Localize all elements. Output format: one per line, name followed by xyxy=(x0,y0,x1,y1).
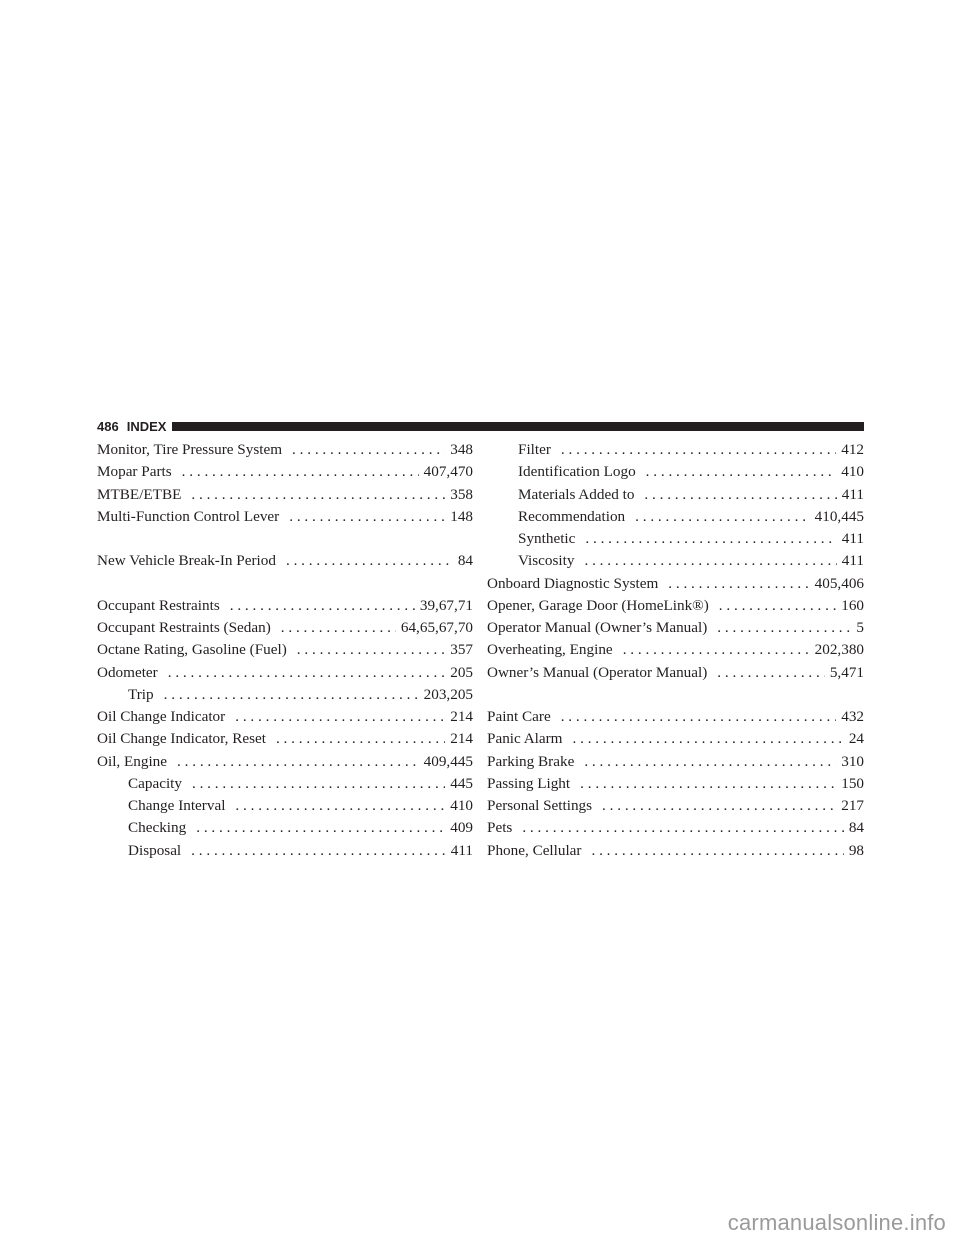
dot-leader xyxy=(289,508,445,526)
entry-pages: 214 xyxy=(450,730,473,748)
dot-leader xyxy=(573,730,844,748)
entry-term: Capacity xyxy=(128,774,182,792)
index-subentry xyxy=(487,463,864,485)
index-entry xyxy=(487,664,864,686)
entry-term: Onboard Diagnostic System xyxy=(487,574,659,592)
index-column-right xyxy=(487,441,864,864)
dot-leader xyxy=(584,552,836,570)
entry-term: MTBE/ETBE xyxy=(97,485,182,503)
index-entry xyxy=(97,508,473,530)
dot-leader xyxy=(235,797,445,815)
dot-leader xyxy=(561,441,836,459)
dot-leader xyxy=(522,819,843,837)
entry-pages: 412 xyxy=(841,441,864,458)
entry-term: Monitor, Tire Pressure System xyxy=(97,441,283,458)
entry-pages: 205 xyxy=(450,663,473,681)
index-entry xyxy=(487,842,864,864)
entry-pages: 160 xyxy=(841,596,864,614)
entry-pages: 411 xyxy=(841,552,864,570)
entry-term: Overheating, Engine xyxy=(487,641,613,659)
dot-leader xyxy=(168,664,445,682)
index-entry xyxy=(487,753,864,775)
entry-term: Odometer xyxy=(97,663,158,681)
dot-leader xyxy=(297,641,445,659)
dot-leader xyxy=(276,730,445,748)
entry-term: Filter xyxy=(518,441,551,458)
entry-pages: 84 xyxy=(457,552,473,570)
dot-leader xyxy=(585,530,836,548)
entry-pages: 405,406 xyxy=(814,574,864,592)
entry-term: Owner’s Manual (Operator Manual) xyxy=(487,663,708,681)
entry-pages: 217 xyxy=(841,797,864,814)
dot-leader xyxy=(623,641,810,659)
dot-leader xyxy=(646,463,837,481)
dot-leader xyxy=(635,508,810,526)
index-entry xyxy=(487,597,864,619)
dot-leader xyxy=(286,552,453,570)
entry-term: Occupant Restraints (Sedan) xyxy=(97,619,271,636)
entry-term: Identification Logo xyxy=(518,463,636,481)
index-entry xyxy=(97,708,473,730)
dot-leader xyxy=(668,575,809,593)
entry-spacer xyxy=(97,530,473,552)
entry-pages: 409 xyxy=(450,819,473,837)
index-entry xyxy=(97,753,473,775)
entry-term: Disposal xyxy=(128,841,182,859)
entry-spacer xyxy=(487,686,864,708)
entry-term: Synthetic xyxy=(518,530,576,547)
dot-leader xyxy=(281,619,396,637)
index-entry xyxy=(487,775,864,797)
dot-leader xyxy=(235,708,445,726)
index-subentry xyxy=(97,775,473,797)
entry-pages: 39,67,71 xyxy=(419,596,473,614)
header-rule xyxy=(172,422,864,431)
entry-term: Octane Rating, Gasoline (Fuel) xyxy=(97,641,287,659)
index-entry xyxy=(97,641,473,663)
index-entry xyxy=(97,730,473,752)
index-entry xyxy=(487,619,864,641)
entry-pages: 445 xyxy=(450,774,473,792)
index-subentry xyxy=(487,552,864,574)
dot-leader xyxy=(292,441,445,459)
index-entry xyxy=(97,664,473,686)
entry-term: Pets xyxy=(487,819,513,837)
dot-leader xyxy=(584,753,836,771)
index-entry xyxy=(97,486,473,508)
entry-term: New Vehicle Break-In Period xyxy=(97,552,276,570)
entry-term: Change Interval xyxy=(128,797,226,814)
entry-term: Passing Light xyxy=(487,774,571,792)
dot-leader xyxy=(561,708,837,726)
entry-pages: 357 xyxy=(450,641,473,659)
dot-leader xyxy=(580,775,836,793)
dot-leader xyxy=(591,842,843,860)
entry-pages: 407,470 xyxy=(423,463,473,481)
dot-leader xyxy=(719,597,836,615)
index-entry xyxy=(487,797,864,819)
entry-pages: 64,65,67,70 xyxy=(400,619,473,636)
dot-leader xyxy=(191,842,446,860)
dot-leader xyxy=(177,753,419,771)
index-entry xyxy=(487,708,864,730)
entry-pages: 348 xyxy=(450,441,473,458)
page-header xyxy=(97,416,864,436)
entry-pages: 214 xyxy=(450,708,473,725)
entry-term: Trip xyxy=(128,685,154,703)
dot-leader xyxy=(717,664,825,682)
entry-term: Checking xyxy=(128,819,187,837)
index-subentry xyxy=(97,842,473,864)
entry-pages: 411 xyxy=(841,485,864,503)
entry-pages: 409,445 xyxy=(423,752,473,770)
dot-leader xyxy=(644,486,836,504)
watermark: carmanualsonline.info xyxy=(727,1210,946,1235)
entry-pages: 98 xyxy=(848,841,864,859)
entry-term: Panic Alarm xyxy=(487,730,563,748)
index-entry xyxy=(97,552,473,574)
entry-term: Phone, Cellular xyxy=(487,841,582,859)
entry-pages: 358 xyxy=(450,485,473,503)
entry-pages: 148 xyxy=(450,507,473,525)
entry-pages: 203,205 xyxy=(423,685,473,703)
index-subentry xyxy=(487,441,864,463)
entry-term: Viscosity xyxy=(518,552,575,570)
index-subentry xyxy=(487,530,864,552)
index-entry xyxy=(487,641,864,663)
dot-leader xyxy=(192,775,445,793)
entry-pages: 5,471 xyxy=(829,663,864,681)
entry-spacer xyxy=(97,575,473,597)
index-subentry xyxy=(487,486,864,508)
index-subentry xyxy=(97,819,473,841)
dot-leader xyxy=(717,619,851,637)
entry-term: Mopar Parts xyxy=(97,463,172,481)
entry-pages: 410 xyxy=(450,797,473,814)
index-subentry xyxy=(97,686,473,708)
entry-pages: 411 xyxy=(450,841,473,859)
index-entry xyxy=(97,619,473,641)
dot-leader xyxy=(602,797,836,815)
entry-term: Multi-Function Control Lever xyxy=(97,507,280,525)
entry-pages: 411 xyxy=(841,530,864,547)
entry-term: Personal Settings xyxy=(487,797,593,814)
dot-leader xyxy=(164,686,419,704)
index-column-left xyxy=(97,441,473,864)
entry-pages: 202,380 xyxy=(814,641,864,659)
dot-leader xyxy=(230,597,415,615)
entry-term: Oil Change Indicator, Reset xyxy=(97,730,266,748)
dot-leader xyxy=(182,463,419,481)
entry-pages: 150 xyxy=(841,774,864,792)
entry-term: Paint Care xyxy=(487,708,551,725)
index-subentry xyxy=(97,797,473,819)
index-entry xyxy=(97,463,473,485)
entry-pages: 432 xyxy=(841,708,864,725)
entry-term: Oil Change Indicator xyxy=(97,708,226,725)
entry-pages: 84 xyxy=(848,819,864,837)
entry-term: Materials Added to xyxy=(518,485,635,503)
entry-term: Occupant Restraints xyxy=(97,596,220,614)
entry-term: Opener, Garage Door (HomeLink®) xyxy=(487,596,709,614)
entry-term: Oil, Engine xyxy=(97,752,168,770)
entry-term: Parking Brake xyxy=(487,752,575,770)
index-entry xyxy=(487,575,864,597)
dot-leader xyxy=(196,819,445,837)
index-subentry xyxy=(487,508,864,530)
entry-term: Recommendation xyxy=(518,507,626,525)
entry-pages: 5 xyxy=(856,619,864,636)
entry-pages: 410,445 xyxy=(814,507,864,525)
index-entry xyxy=(487,819,864,841)
entry-pages: 310 xyxy=(841,752,864,770)
entry-term: Operator Manual (Owner’s Manual) xyxy=(487,619,708,636)
entry-pages: 24 xyxy=(848,730,864,748)
index-entry xyxy=(97,441,473,463)
section-title: INDEX xyxy=(126,418,167,434)
dot-leader xyxy=(191,486,445,504)
index-entry xyxy=(487,730,864,752)
entry-pages: 410 xyxy=(841,463,864,481)
index-entry xyxy=(97,597,473,619)
page-number: 486 xyxy=(97,418,119,434)
